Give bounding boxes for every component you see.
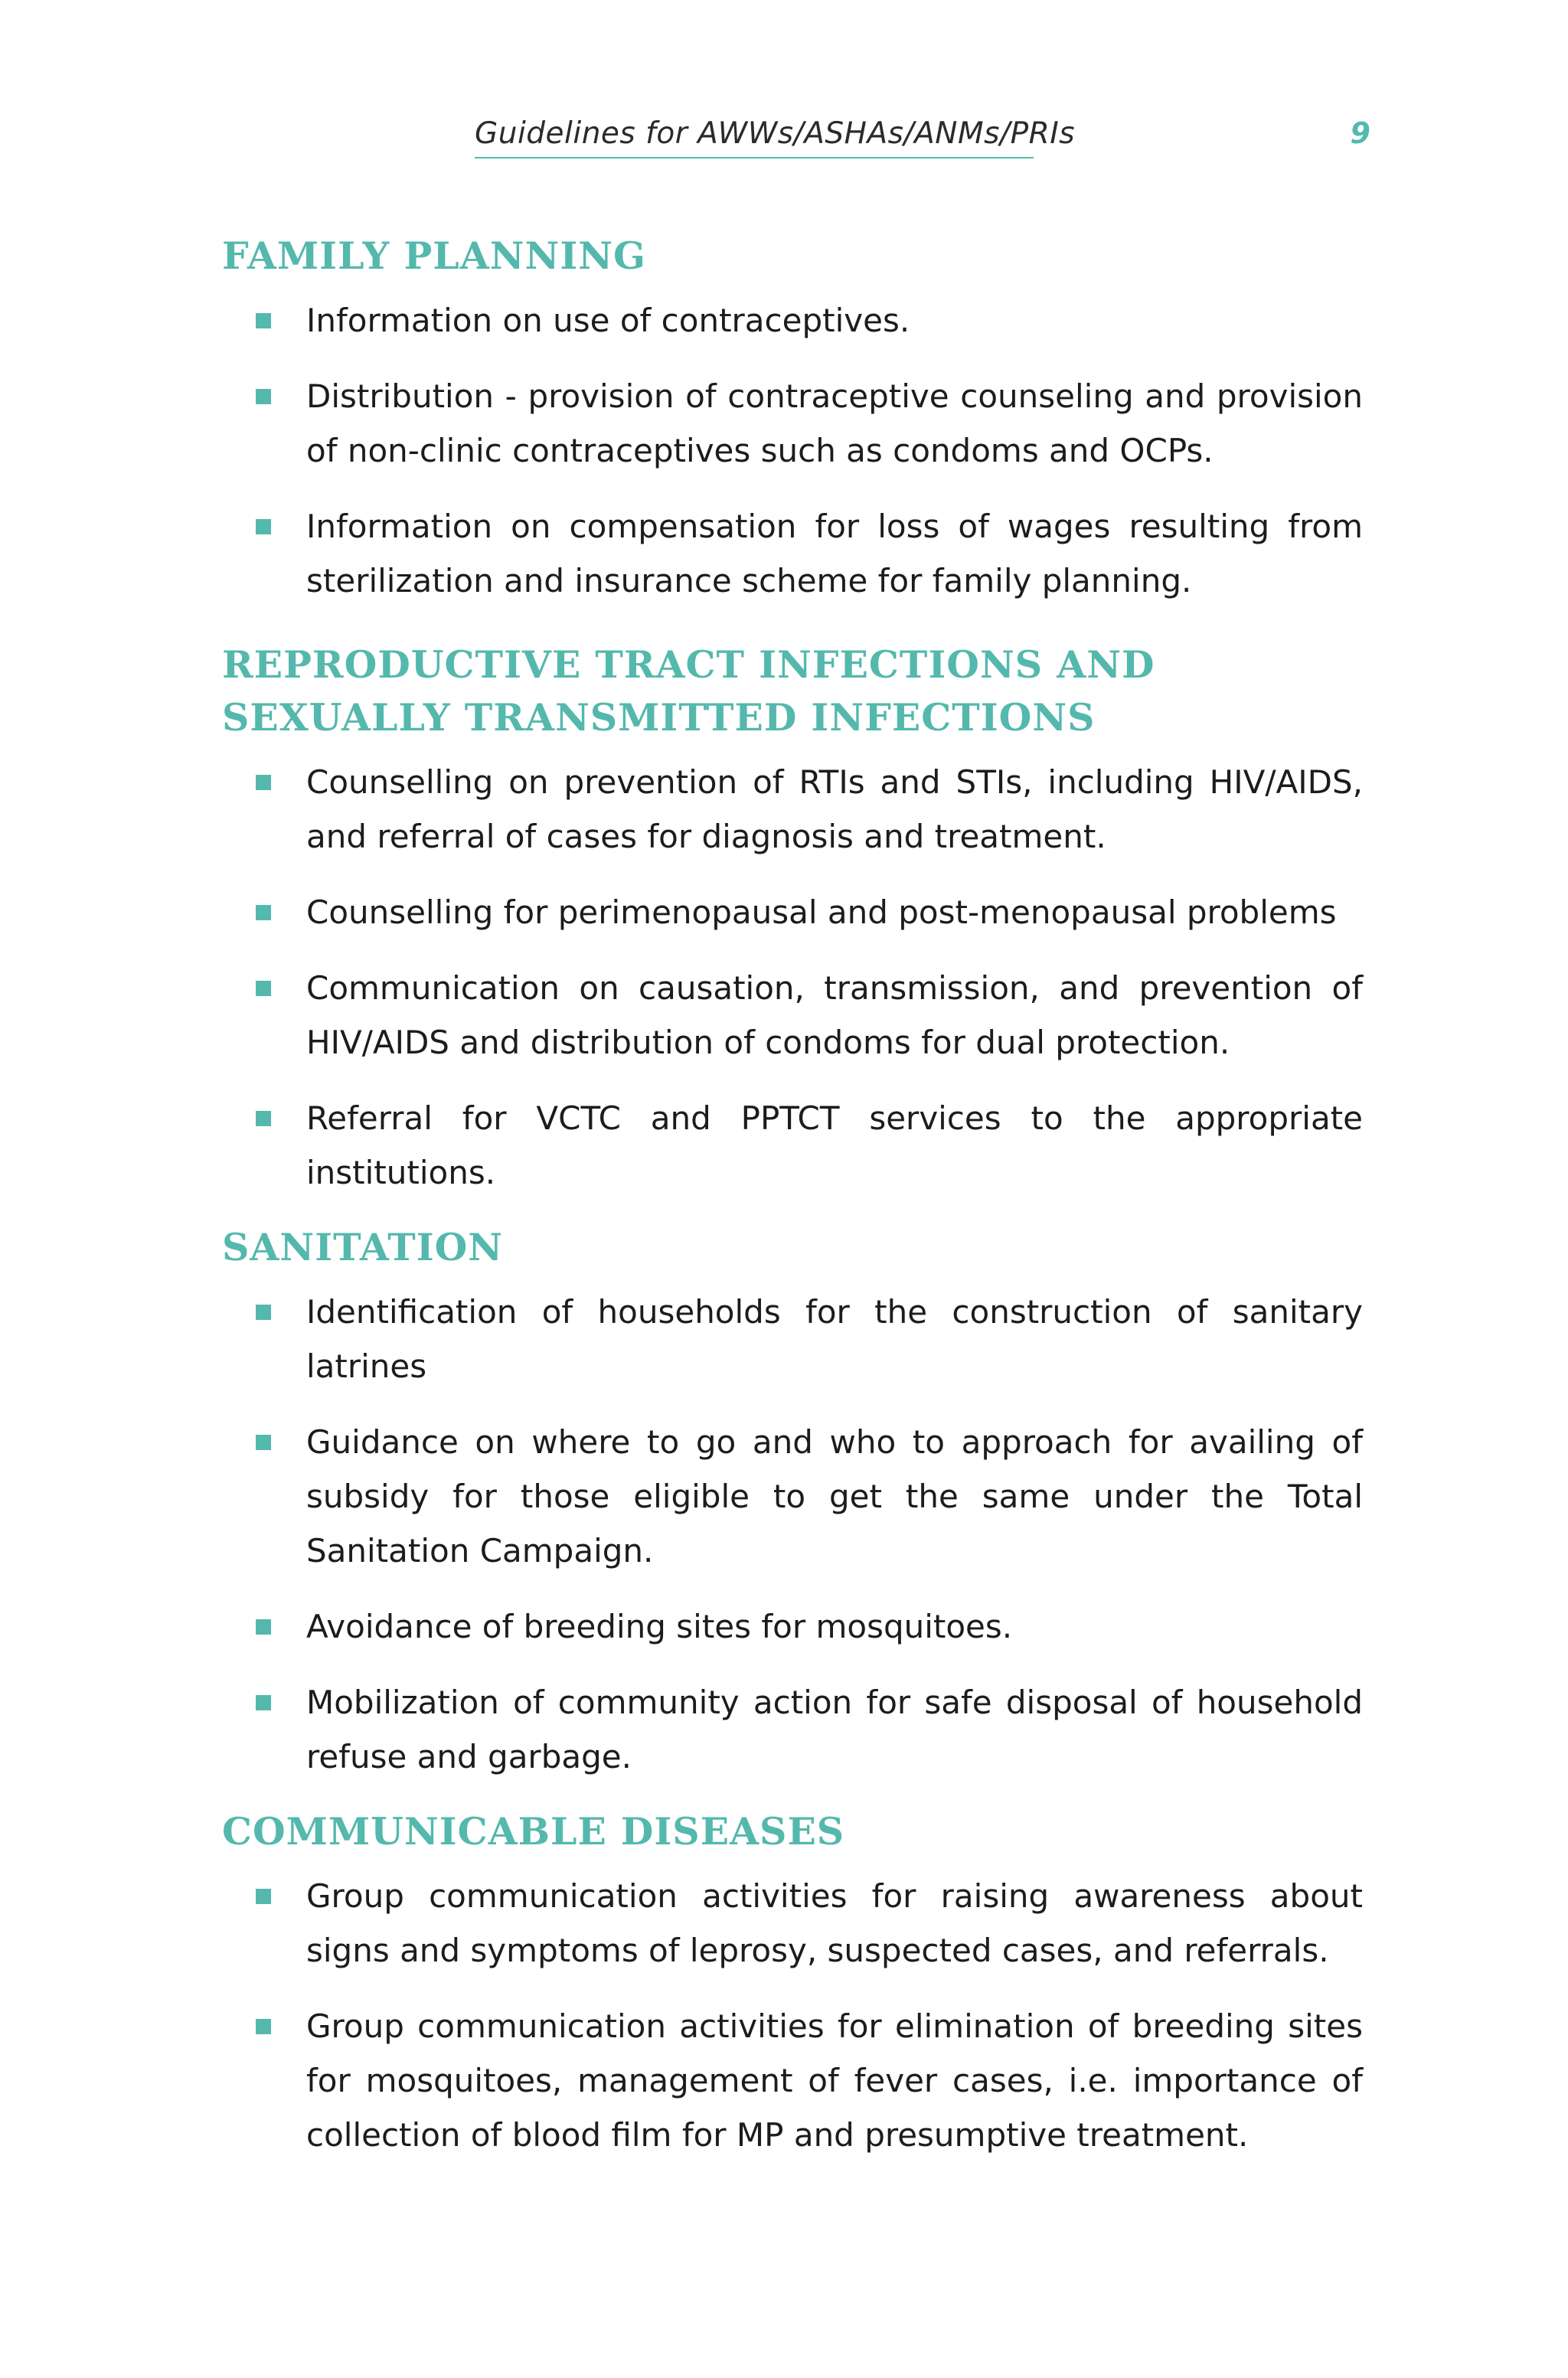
square-bullet-icon — [256, 313, 271, 328]
square-bullet-icon — [256, 1695, 271, 1710]
list-item — [222, 1415, 1363, 1578]
list-item-text: Counselling for perimenopausal and post-menopausal problems — [306, 893, 1337, 931]
section-heading: REPRODUCTIVE TRACT INFECTIONS AND SEXUALLY TRANSMITTED INFECTIONS — [222, 642, 1155, 740]
section-heading: COMMUNICABLE DISEASES — [222, 1809, 845, 1854]
list-item-text: Counselling on prevention of RTIs and STIs, including HIV/AIDS, and referral of cases for diagnosis and treatment. — [306, 763, 1363, 855]
bullet-list — [222, 1285, 1363, 1784]
list-item — [222, 1999, 1363, 2162]
square-bullet-icon — [256, 1619, 271, 1635]
square-bullet-icon — [256, 905, 271, 920]
list-item-text: Avoidance of breeding sites for mosquitoes. — [306, 1608, 1013, 1645]
square-bullet-icon — [256, 1111, 271, 1126]
square-bullet-icon — [256, 981, 271, 996]
bullet-list — [222, 293, 1363, 608]
list-item-text: Information on compensation for loss of wages resulting from sterilization and insurance scheme for family planning. — [306, 508, 1363, 599]
list-item-text: Distribution - provision of contraceptive counseling and provision of non-clinic contraceptives such as condoms and OCPs. — [306, 377, 1363, 469]
section-heading: SANITATION — [222, 1225, 504, 1269]
page-number: 9 — [1350, 116, 1370, 150]
list-item-text: Mobilization of community action for safe disposal of household refuse and garbage. — [306, 1684, 1363, 1775]
list-item — [222, 961, 1363, 1070]
list-item-text: Guidance on where to go and who to approach for availing of subsidy for those eligible to get the same under the Total Sanitation Campaign. — [306, 1423, 1363, 1570]
section-rti-sti — [222, 639, 1363, 1200]
square-bullet-icon — [256, 2019, 271, 2034]
list-item-text: Identification of households for the construction of sanitary latrines — [306, 1293, 1363, 1385]
list-item — [222, 1869, 1363, 1978]
list-item — [222, 293, 1363, 348]
list-item — [222, 369, 1363, 478]
list-item-text: Communication on causation, transmission, and prevention of HIV/AIDS and distribution of condoms for dual protection. — [306, 969, 1363, 1061]
list-item — [222, 755, 1363, 864]
square-bullet-icon — [256, 775, 271, 790]
square-bullet-icon — [256, 1305, 271, 1320]
square-bullet-icon — [256, 1435, 271, 1450]
square-bullet-icon — [256, 1889, 271, 1904]
page-content — [222, 230, 1363, 2184]
list-item — [222, 1285, 1363, 1393]
list-item-text: Referral for VCTC and PPTCT services to the appropriate institutions. — [306, 1099, 1363, 1191]
list-item — [222, 1599, 1363, 1654]
bullet-list — [222, 1869, 1363, 2162]
list-item-text: Group communication activities for raising awareness about signs and symptoms of leprosy, suspected cases, and referrals. — [306, 1877, 1363, 1969]
list-item — [222, 885, 1363, 939]
list-item-text: Information on use of contraceptives. — [306, 302, 910, 339]
list-item — [222, 1091, 1363, 1200]
list-item — [222, 499, 1363, 608]
running-header: Guidelines for AWWs/ASHAs/ANMs/PRIs — [475, 116, 1034, 158]
list-item — [222, 1675, 1363, 1784]
section-family-planning — [222, 230, 1363, 608]
list-item-text: Group communication activities for elimination of breeding sites for mosquitoes, management of fever cases, i.e. importance of collection of blood film for MP and presumptive treatment. — [306, 2007, 1363, 2154]
section-sanitation — [222, 1221, 1363, 1784]
section-heading: FAMILY PLANNING — [222, 234, 646, 278]
section-communicable-diseases — [222, 1805, 1363, 2162]
square-bullet-icon — [256, 389, 271, 404]
square-bullet-icon — [256, 519, 271, 534]
bullet-list — [222, 755, 1363, 1200]
